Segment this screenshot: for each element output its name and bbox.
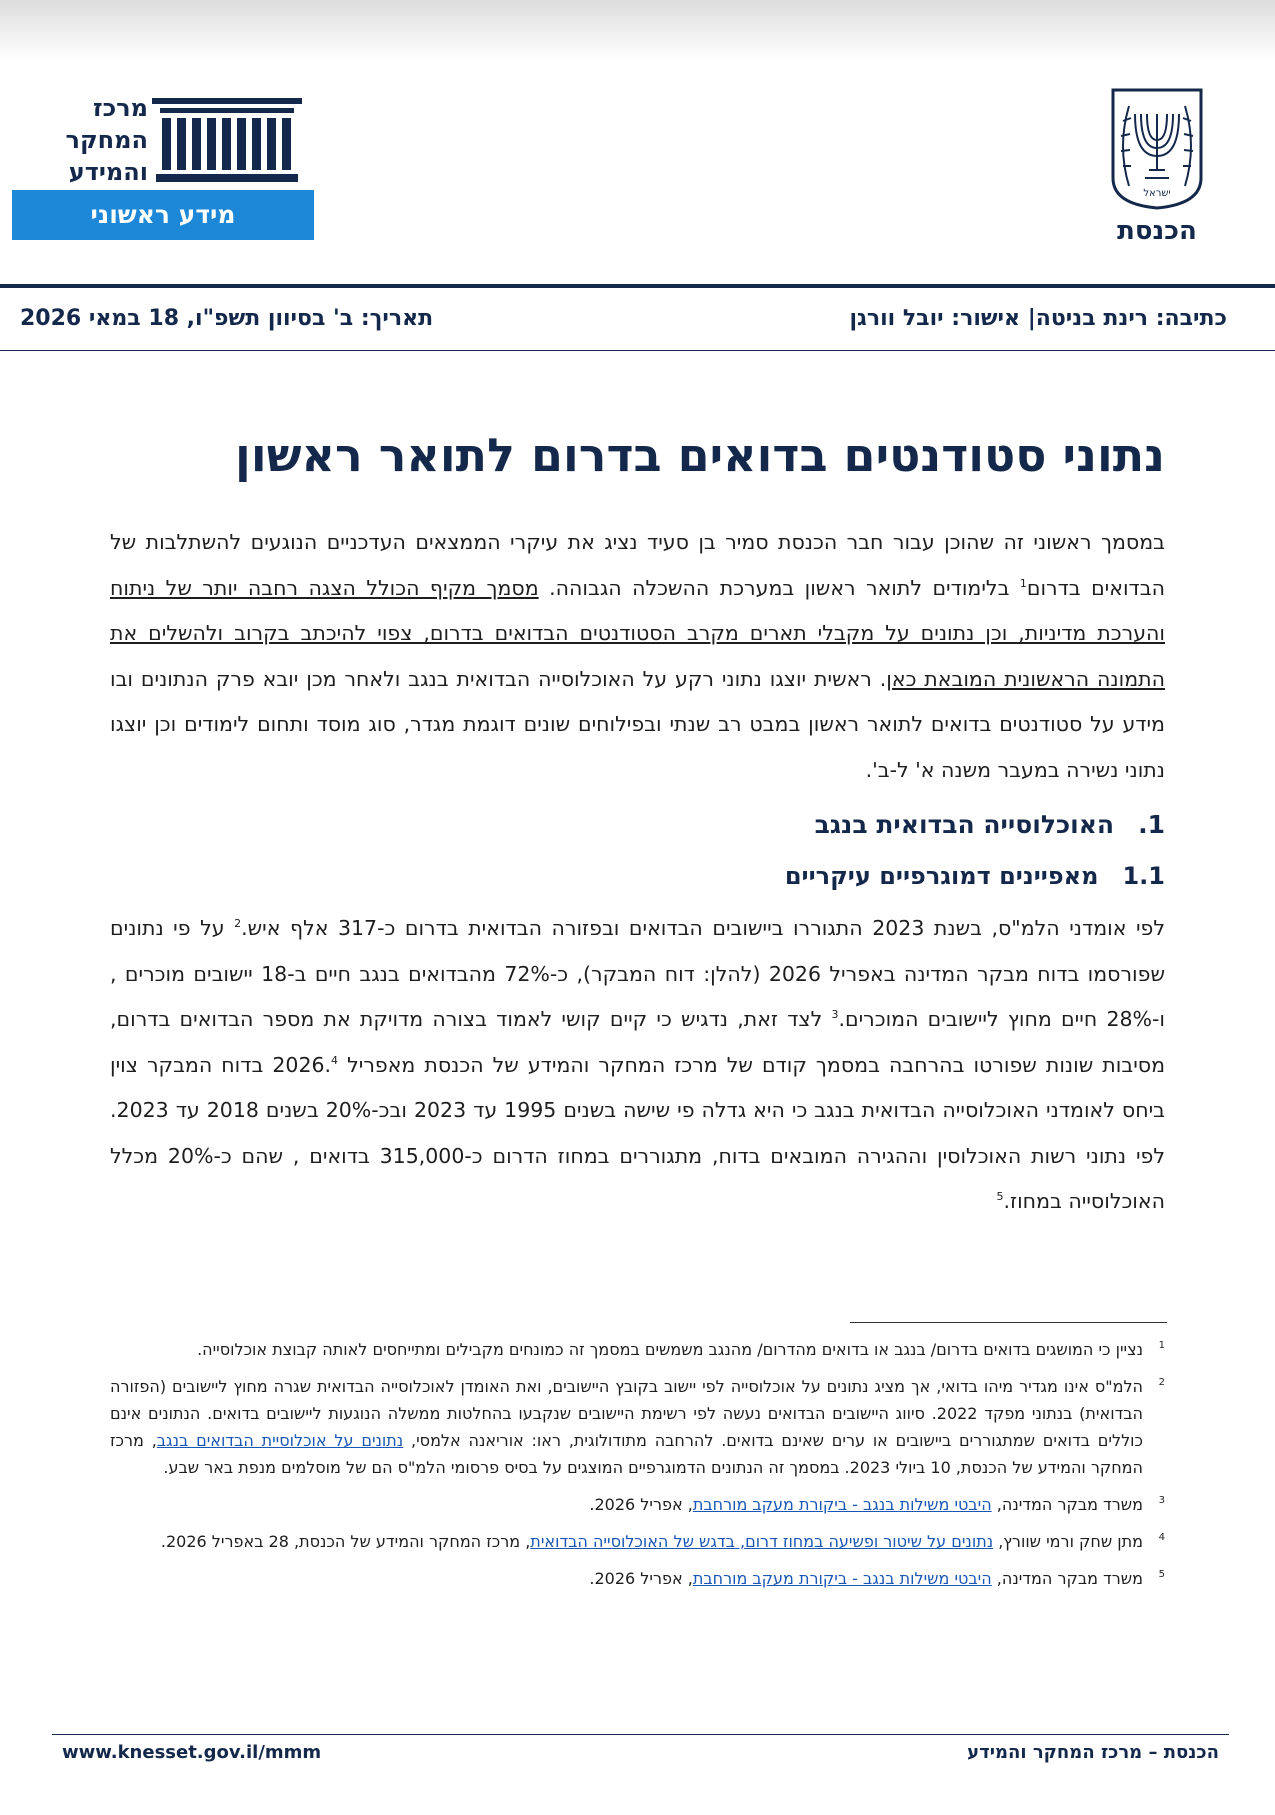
footnote-ref-1[interactable]: 1 (1019, 576, 1027, 590)
footnote-text: הלמ"ס אינו מגדיר מיהו בדואי, אך מציג נתונים על אוכלוסייה לפי יישוב בקובץ היישובים, ואת האומדן לאוכלוסייה הבדואית שגרה מחוץ ליישובים (הפזורה הבדואית) בנתוני מפקד 2022. סיווג היישובים הבדואים נעשה לפי רשימת היישובים שנקבעו בהחלטות ממשלה הנוגעות ליישובים בדואים. הנתונים אינם כוללים בדואים שמתגוררים ביישובים או ערים שאינם בדואים. להרחבה מתודולוגית, ראו: אוריאנה אלמסי, (110, 1377, 1144, 1450)
footnote-link[interactable]: נתונים על שיטור ופשיעה במחוז דרום, בדגש של האוכלוסייה הבדואית (530, 1532, 994, 1551)
footnote-5 (110, 1565, 1165, 1592)
section-number-1-1: 1.1 (1122, 862, 1165, 890)
section-number-1: 1. (1138, 810, 1165, 839)
footnote-2 (110, 1373, 1165, 1481)
footnote-ref-4[interactable]: 4 (331, 1053, 339, 1067)
header-rule (0, 284, 1275, 288)
body-text-4: בדוח המבקר צוין ביחס לאומדני האוכלוסייה הבדואית בנגב כי היא גדלה פי שישה בשנים 1995 עד 2023 ובכ-20% בשנים 2018 עד 2023. לפי נתוני רשות האוכלוסין וההגירה המובאים בדוח, מתגוררים במחוז הדרום כ-315,000 בדואים , שהם כ-20% מכלל האוכלוסייה במחוז. (110, 1052, 1166, 1213)
footnote-ref-2[interactable]: 2 (234, 917, 242, 931)
footnote-number: 4 (1158, 1532, 1165, 1543)
footnote-text: , מרכז המחקר והמידע של הכנסת, 28 באפריל 2026. (160, 1532, 531, 1551)
body-text-1: לפי אומדני הלמ"ס, בשנת 2023 התגוררו ביישובים הבדואים ובפזורה הבדואית בדרום כ-317 אלף איש. (241, 916, 1165, 940)
footnote-3 (110, 1491, 1165, 1518)
footer-org: הכנסת – מרכז המחקר והמידע (967, 1742, 1219, 1763)
footnote-separator (850, 1322, 1167, 1323)
center-name-line1: מרכז (92, 94, 148, 122)
doc-type-banner: מידע ראשוני (12, 190, 314, 240)
footer-url[interactable]: www.knesset.gov.il/mmm (62, 1742, 322, 1763)
intro-text-2: בלימודים לתואר ראשון במערכת ההשכלה הגבוהה. (538, 575, 1020, 600)
top-shade (0, 0, 1275, 60)
intro-text-1: במסמך ראשוני זה שהוכן עבור חבר הכנסת סמיר בן סעיד נציג את עיקרי הממצאים העדכניים הנוגעים להשתלבות של הבדואים בדרום (110, 530, 1165, 600)
research-center-name (42, 92, 148, 188)
footnote-text: , מרכז המחקר והמידע של הכנסת, 10 ביולי 2023. במסמך זה הנתונים הדמוגרפיים המוצגים על בסיס פרסומי הלמ"ס הם של מוסלמים מנפת באר שבע. (110, 1431, 1143, 1477)
section-title-1-1: מאפיינים דמוגרפיים עיקריים (784, 862, 1099, 890)
page-title: נתוני סטודנטים בדואים בדרום לתואר ראשון (235, 428, 1165, 482)
menorah-emblem-icon (1109, 86, 1205, 210)
center-name-line2: המחקר (65, 126, 148, 154)
footnote-ref-3[interactable]: 3 (831, 1008, 839, 1022)
svg-text:ישראל: ישראל (1143, 188, 1171, 199)
footnote-number: 1 (1158, 1340, 1165, 1351)
footnote-text: משרד מבקר המדינה, (991, 1495, 1143, 1514)
section-title-1: האוכלוסייה הבדואית בנגב (814, 810, 1115, 839)
footnote-4 (110, 1528, 1165, 1555)
footnote-text: נציין כי המושגים בדואים בדרום/ בנגב או בדואים מהדרום/ מהנגב משמשים במסמך זה כמונחים מקבילים ומתייחסים לאותה קבוצת אוכלוסייה. (197, 1340, 1143, 1359)
center-name-line3: והמידע (68, 158, 148, 186)
body-text-3: לצד זאת, נדגיש כי קיים קושי לאמוד בצורה מדויקת את מספר הבדואים בדרום, מסיבות שונות שפורטו בהרחבה במסמך קודם של מרכז המחקר והמידע של הכנסת מאפריל 2026. (110, 1007, 1165, 1077)
body-text-2: על פי נתונים שפורסמו בדוח מבקר המדינה באפריל 2026 (להלן: דוח המבקר), כ-72% מהבדואים בנגב חיים ב-18 יישובים מוכרים , ו-28% חיים מחוץ ליישובים המוכרים. (110, 916, 1165, 1031)
body-paragraph (110, 906, 1165, 1225)
footnote-text: , אפריל 2026. (589, 1569, 693, 1588)
intro-text-underlined: מסמך מקיף הכולל הצגה רחבה יותר של ניתוח והערכת מדיניות, וכן נתונים על מקבלי תארים מקרב הסטודנטים הבדואים בדרום, צפוי להיכתב בקרוב ולהשלים את התמונה הראשונית המובאת כאן (110, 575, 1165, 691)
knesset-name: הכנסת (1117, 216, 1197, 246)
section-heading-1 (815, 810, 1165, 839)
date-line: תאריך: ב' בסיוון תשפ"ו, 18 במאי 2026 (20, 306, 434, 331)
building-columns-icon (152, 98, 302, 182)
footnote-ref-5[interactable]: 5 (996, 1190, 1004, 1204)
intro-text-3: . ראשית יוצגו נתוני רקע על האוכלוסייה הבדואית בנגב ולאחר מכן יובא פרק הנתונים ובו מידע על סטודנטים בדואים לתואר ראשון במבט רב שנתי ובפילוחים שונים דוגמת מגדר, סוג מוסד ותחום לימודים וכן יוצגו נתוני נשירה במעבר משנה א' ל-ב'. (110, 666, 1165, 782)
footnote-text: , אפריל 2026. (589, 1495, 693, 1514)
footnote-number: 5 (1158, 1569, 1165, 1580)
author-line: כתיבה: רינת בניטה| אישור: יובל וורגן (849, 306, 1227, 331)
footer-rule (52, 1734, 1229, 1735)
footnote-text: משרד מבקר המדינה, (991, 1569, 1143, 1588)
footnote-text: מתן שחק ורמי שוורץ, (993, 1532, 1143, 1551)
footnote-link[interactable]: נתונים על אוכלוסיית הבדואים בנגב (156, 1431, 404, 1450)
intro-paragraph (110, 520, 1165, 793)
footnote-link[interactable]: היבטי משילות בנגב - ביקורת מעקב מורחבת (692, 1569, 992, 1588)
footnote-link[interactable]: היבטי משילות בנגב - ביקורת מעקב מורחבת (692, 1495, 992, 1514)
footnotes (110, 1336, 1165, 1602)
section-heading-1-1 (785, 862, 1165, 890)
footnote-number: 2 (1158, 1377, 1165, 1388)
knesset-logo (1107, 86, 1207, 246)
footnote-number: 3 (1158, 1495, 1165, 1506)
meta-rule (0, 350, 1275, 351)
footnote-1 (110, 1336, 1165, 1363)
